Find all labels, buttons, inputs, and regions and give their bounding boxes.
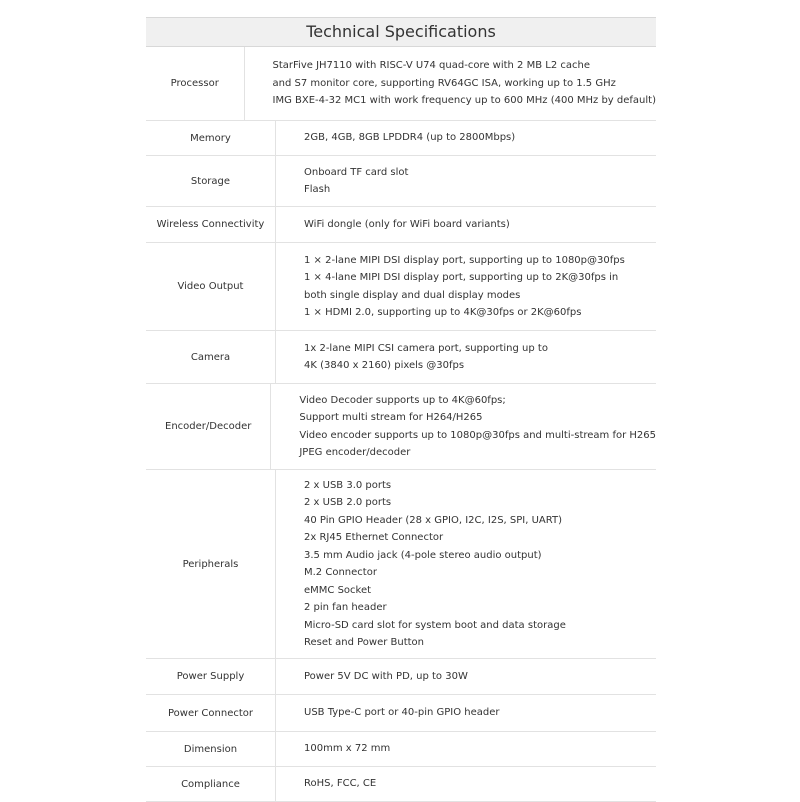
spec-value-line: USB Type-C port or 40-pin GPIO header bbox=[304, 707, 500, 719]
spec-value-line: 4K (3840 x 2160) pixels @30fps bbox=[304, 360, 465, 371]
spec-value-line: Support multi stream for H264/H265 bbox=[299, 412, 483, 423]
spec-value-line: 2 x USB 3.0 ports bbox=[304, 479, 392, 491]
spec-value-line: StarFive JH7110 with RISC-V U74 quad-core with 2 MB L2 cache bbox=[272, 60, 590, 72]
spec-value-line: 40 Pin GPIO Header (28 x GPIO, I2C, I2S, SPI, UART) bbox=[304, 514, 562, 526]
spec-value-line: JPEG encoder/decoder bbox=[299, 447, 411, 458]
spec-value bbox=[276, 207, 656, 242]
spec-label: Peripherals bbox=[146, 470, 276, 658]
spec-row bbox=[146, 331, 656, 384]
spec-value bbox=[271, 384, 656, 469]
spec-table bbox=[146, 17, 656, 802]
spec-label: Camera bbox=[146, 331, 276, 383]
spec-table-title: Technical Specifications bbox=[146, 17, 656, 47]
spec-row bbox=[146, 470, 656, 659]
spec-value bbox=[276, 767, 656, 801]
spec-label: Wireless Connectivity bbox=[146, 207, 276, 242]
spec-value-line: Onboard TF card slot bbox=[304, 166, 409, 178]
spec-row bbox=[146, 695, 656, 732]
spec-value-line: eMMC Socket bbox=[304, 584, 372, 596]
spec-value-line: IMG BXE-4-32 MC1 with work frequency up to 600 MHz (400 MHz by default) bbox=[272, 95, 656, 107]
spec-row bbox=[146, 384, 656, 470]
spec-value-line: 2 pin fan header bbox=[304, 602, 387, 613]
spec-value-line: Reset and Power Button bbox=[304, 637, 425, 648]
spec-label: Compliance bbox=[146, 767, 276, 801]
spec-value bbox=[276, 243, 656, 330]
spec-value bbox=[276, 331, 656, 383]
spec-label: Processor bbox=[146, 47, 245, 120]
spec-value-line: Video Decoder supports up to 4K@60fps; bbox=[299, 394, 506, 406]
spec-value-line: M.2 Connector bbox=[304, 567, 377, 578]
spec-value bbox=[276, 470, 656, 658]
spec-value bbox=[276, 121, 656, 155]
spec-value bbox=[276, 695, 656, 731]
spec-value-line: Video encoder supports up to 1080p@30fps and multi-stream for H265 bbox=[299, 429, 656, 441]
spec-value-line: Power 5V DC with PD, up to 30W bbox=[304, 670, 468, 682]
spec-value bbox=[245, 47, 656, 120]
spec-label: Video Output bbox=[146, 243, 276, 330]
spec-row bbox=[146, 121, 656, 156]
spec-value-line: 2GB, 4GB, 8GB LPDDR4 (up to 2800Mbps) bbox=[304, 132, 516, 144]
spec-value-line: 2x RJ45 Ethernet Connector bbox=[304, 532, 444, 543]
spec-row bbox=[146, 732, 656, 767]
spec-value-line: Micro-SD card slot for system boot and data storage bbox=[304, 619, 566, 631]
spec-value bbox=[276, 156, 656, 206]
spec-label: Dimension bbox=[146, 732, 276, 766]
spec-row bbox=[146, 207, 656, 243]
spec-row bbox=[146, 243, 656, 331]
spec-value-line: 1 × HDMI 2.0, supporting up to 4K@30fps or 2K@60fps bbox=[304, 307, 582, 318]
spec-label: Power Connector bbox=[146, 695, 276, 731]
spec-label: Power Supply bbox=[146, 659, 276, 694]
spec-value-line: Flash bbox=[304, 184, 331, 195]
spec-value-line: WiFi dongle (only for WiFi board variants) bbox=[304, 218, 510, 230]
spec-value bbox=[276, 659, 656, 694]
spec-value-line: both single display and dual display modes bbox=[304, 289, 521, 301]
spec-value bbox=[276, 732, 656, 766]
spec-value-line: 1 × 4-lane MIPI DSI display port, supporting up to 2K@30fps in bbox=[304, 272, 619, 283]
spec-value-line: RoHS, FCC, CE bbox=[304, 778, 377, 790]
spec-row bbox=[146, 767, 656, 802]
spec-value-line: 1x 2-lane MIPI CSI camera port, supporting up to bbox=[304, 342, 548, 354]
spec-label: Memory bbox=[146, 121, 276, 155]
spec-value-line: 2 x USB 2.0 ports bbox=[304, 497, 392, 508]
spec-label: Storage bbox=[146, 156, 276, 206]
spec-value-line: 3.5 mm Audio jack (4-pole stereo audio output) bbox=[304, 549, 542, 561]
spec-row bbox=[146, 47, 656, 121]
spec-row bbox=[146, 659, 656, 695]
spec-value-line: 100mm x 72 mm bbox=[304, 743, 391, 755]
spec-value-line: and S7 monitor core, supporting RV64GC ISA, working up to 1.5 GHz bbox=[272, 77, 616, 89]
spec-rows bbox=[146, 47, 656, 802]
spec-value-line: 1 × 2-lane MIPI DSI display port, supporting up to 1080p@30fps bbox=[304, 254, 625, 266]
spec-label: Encoder/Decoder bbox=[146, 384, 271, 469]
spec-row bbox=[146, 156, 656, 207]
